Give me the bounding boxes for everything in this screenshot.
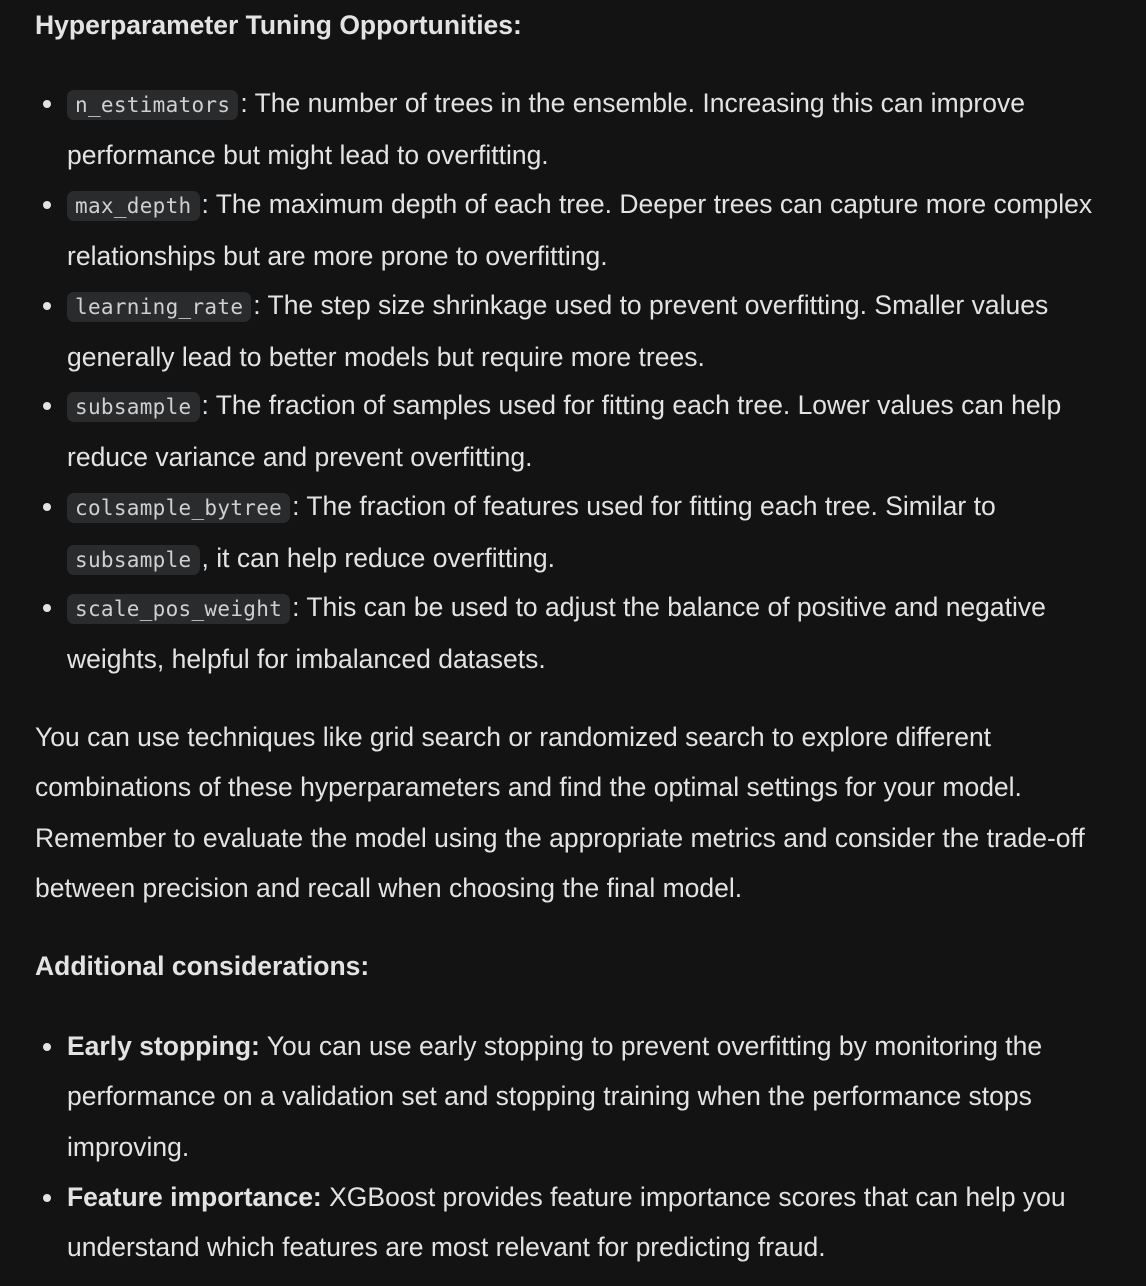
inline-code: max_depth [67,191,200,221]
list-item [67,582,1142,685]
list-item [67,78,1142,181]
section-heading-additional: Additional considerations: [35,951,370,981]
item-text: : The fraction of samples used for fitting each tree. Lower values can help reduce variance and prevent overfitting. [67,390,1062,473]
item-text: : This can be used to adjust the balance of positive and negative weights, helpful for imbalanced datasets. [67,592,1046,675]
item-text: , it can help reduce overfitting. [201,543,556,574]
section-heading-hyperparameters: Hyperparameter Tuning Opportunities: [35,10,522,40]
inline-code: learning_rate [67,292,251,322]
inline-code: n_estimators [67,90,238,120]
inline-code: scale_pos_weight [67,594,290,624]
item-label: Early stopping: [67,1031,260,1061]
inline-code: subsample [67,392,200,422]
item-label: Feature importance: [67,1182,322,1212]
list-item [67,380,1142,483]
item-text: : The maximum depth of each tree. Deeper trees can capture more complex relationships but are more prone to overfitting. [67,189,1093,272]
item-text: : The number of trees in the ensemble. Increasing this can improve performance but might lead to overfitting. [67,88,1025,171]
item-text: You can use early stopping to prevent overfitting by monitoring the performance on a validation set and stopping training when the performance stops improving. [67,1031,1043,1162]
paragraph: You can use techniques like grid search or randomized search to explore different combinations of these hyperparameters and find the optimal settings for your model. Remember to evaluate the model using the appropriate metrics and consider the trade-off between precision and recall when choosing the final model. [35,722,1085,904]
inline-code: subsample [67,545,200,575]
inline-code: colsample_bytree [67,493,290,523]
list-item [67,280,1142,383]
list-item [67,481,1142,586]
item-text: : The fraction of features used for fitting each tree. Similar to [292,491,996,521]
list-item [67,1172,1142,1273]
item-text: XGBoost provides feature importance scores that can help you understand which features are most relevant for predicting fraud. [67,1182,1066,1263]
list-item [67,179,1142,282]
item-text: : The step size shrinkage used to prevent overfitting. Smaller values generally lead to better models but require more trees. [67,290,1049,373]
list-item [67,1021,1142,1172]
